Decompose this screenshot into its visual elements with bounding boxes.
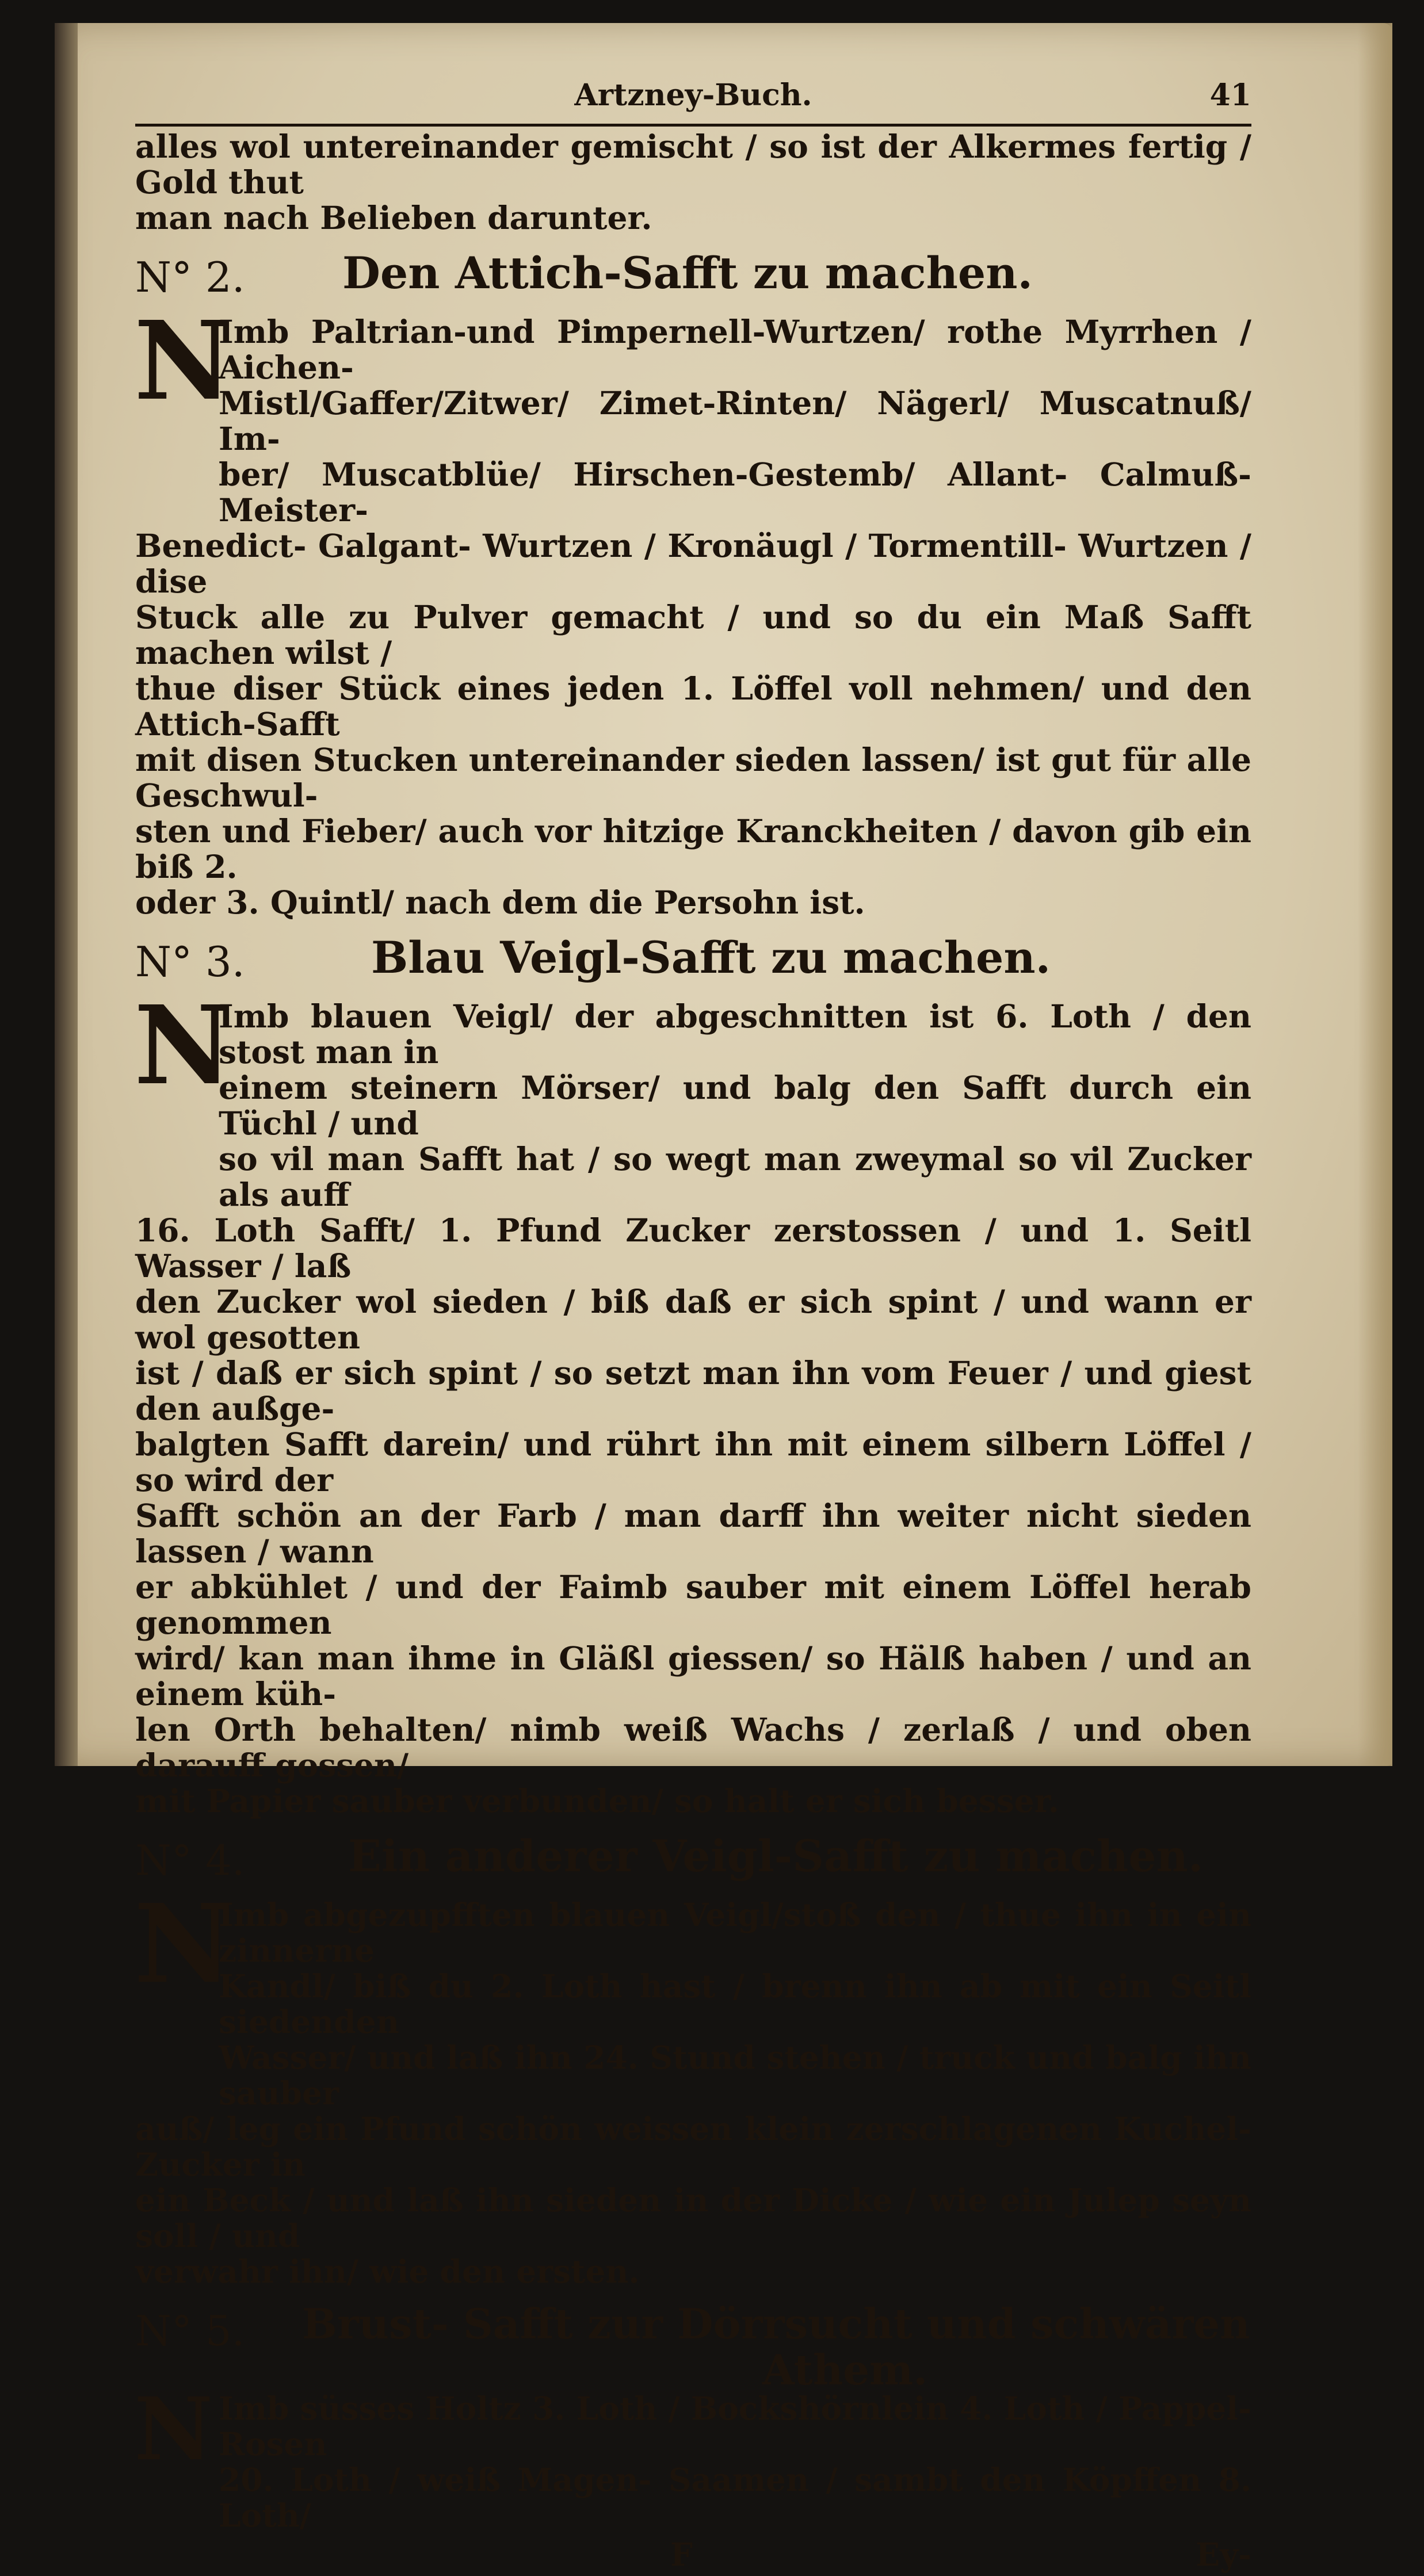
text-line: mit Papier sauber verbunden/ so halt er sich besser. [135,1782,1059,1820]
drop-cap: N [134,1881,233,2008]
text-line: man nach Belieben darunter. [135,199,652,236]
text-line: oder 3. Quintl/ nach dem die Persohn ist. [135,884,865,921]
text-line: ber/ Muscatblüe/ Hirschen-Gestemb/ Allant- Calmuß- Meister- [219,456,1251,529]
text-line: er abkühlet / und der Faimb sauber mit einem Löffel herab genommen [135,1568,1251,1641]
text-line: balgten Safft darein/ und rührt ihn mit einem silbern Löffel / so wird der [135,1425,1251,1499]
text-line: so vil man Safft hat / so wegt man zweymal so vil Zucker als auff [219,1140,1251,1213]
recipe-paragraph [134,1881,1251,2290]
book-page [55,23,1392,2573]
section-heading [135,932,1251,995]
recipe-paragraph [134,2379,1251,2534]
text-line: sten und Fieber/ auch vor hitzige Kranckheiten / davon gib ein biß 2. [135,812,1251,885]
text-line: wird/ kan man ihme in Gläßl giessen/ so Hälß haben / und an einem küh- [135,1639,1251,1713]
page-gutter [55,23,78,1766]
drop-cap: N [134,2379,213,2480]
recipe-paragraph [134,982,1251,1820]
text-line: Stuck alle zu Pulver gemacht / und so du ein Maß Safft machen wilst / [135,598,1251,671]
section-heading [135,2299,1251,2394]
section-title: Ein anderer Veigl-Safft zu machen. [348,1830,1204,1882]
page-header [135,78,1251,127]
text-line: den Zucker wol sieden / biß daß er sich spint / und wann er wol gesotten [135,1283,1251,1356]
text-line: auß/ leg ein Pfund schön weissen klein zerschlagenen Kuchel-Zucker in [135,2110,1251,2183]
text-line: Wasser/ und laß ihn 24. Stund stehen / truck und balg ihn sauber [219,2039,1251,2112]
text-line: 16. Loth Safft/ 1. Pfund Zucker zerstossen / und 1. Seitl Wasser / laß [135,1211,1251,1285]
text-line: alles wol untereinander gemischt / so ist der Alkermes fertig / Gold thut [135,128,1251,201]
text-line: verwahr ihn/ wie den ersten. [135,2253,640,2290]
text-line: 20. Loth / weiß Magen- Saamen / sambt den Köpffen 8. Loth/ [219,2461,1251,2534]
section-title: Den Attich-Safft zu machen. [342,247,1033,299]
recipe-paragraph [134,297,1251,921]
text-line: Imb süsses Holtz 3. Loth / Bockshörnlein 4. Loth / Pappel-Rosen [219,2390,1251,2463]
text-line: mit disen Stucken untereinander sieden lassen/ ist gut für alle Geschwul- [135,741,1251,814]
text-line: Benedict- Galgant- Wurtzen / Kronäugl / Tormentill- Wurtzen / dise [135,527,1251,600]
text-line: thue diser Stück eines jeden 1. Löffel voll nehmen/ und den Attich-Safft [135,670,1251,743]
text-line: ist / daß er sich spint / so setzt man ihn vom Feuer / und giest den außge- [135,1354,1251,1427]
catchword: Ey- [1196,2536,1251,2573]
running-title: Artzney-Buch. [574,78,812,113]
section-title: Blau Veigl-Safft zu machen. [371,932,1051,983]
section-number: N° 3. [135,938,245,986]
section-number: N° 4. [135,1836,245,1885]
text-line: Mistl/Gaffer/Zitwer/ Zimet-Rinten/ Nägerl/ Muscatnuß/ Im- [219,384,1251,457]
section-title [302,2301,1250,2393]
text-line: ein Beck / und laß ihn sieden in der Dicke / wie ein Julep seyn soll / und [135,2181,1251,2254]
section-number: N° 2. [135,253,245,301]
text-line: Imb abgezupfften blauen Veigl/stoß den / thue ihn in ein zinnerne [219,1896,1251,1969]
drop-cap: N [134,982,233,1109]
page-number: 41 [1209,78,1251,113]
intro-paragraph [135,129,1251,236]
text-line: len Orth behalten/ nimb weiß Wachs / zerlaß / und oben darauff gossen/ [135,1711,1251,1784]
section-number: N° 5. [135,2307,245,2355]
text-line: Kandl/ biß du 2. Loth hast / brenn ihn ab mit ein Seitl siedenden [219,1967,1251,2040]
text-block [135,78,1251,2576]
text-line: Safft schön an der Farb / man darff ihn weiter nicht sieden lassen / wann [135,1497,1251,1570]
text-line: Imb blauen Veigl/ der abgeschnitten ist 6. Loth / den stost man in [219,997,1251,1071]
section-heading [135,1830,1251,1894]
text-line: einem steinern Mörser/ und balg den Safft durch ein Tüchl / und [219,1069,1251,1142]
section-title-line: Brust- Safft zur Dörrsucht und schwären [302,2299,1250,2348]
page-edge [1358,23,1392,1766]
drop-cap: N [134,297,233,425]
section-title-continuation: Athem. [762,2345,928,2394]
section-heading [135,247,1251,311]
page-footer [135,2536,1251,2576]
text-line: Imb Paltrian-und Pimpernell-Wurtzen/ rothe Myrrhen / Aichen- [219,313,1251,386]
signature-mark: F [670,2536,693,2573]
